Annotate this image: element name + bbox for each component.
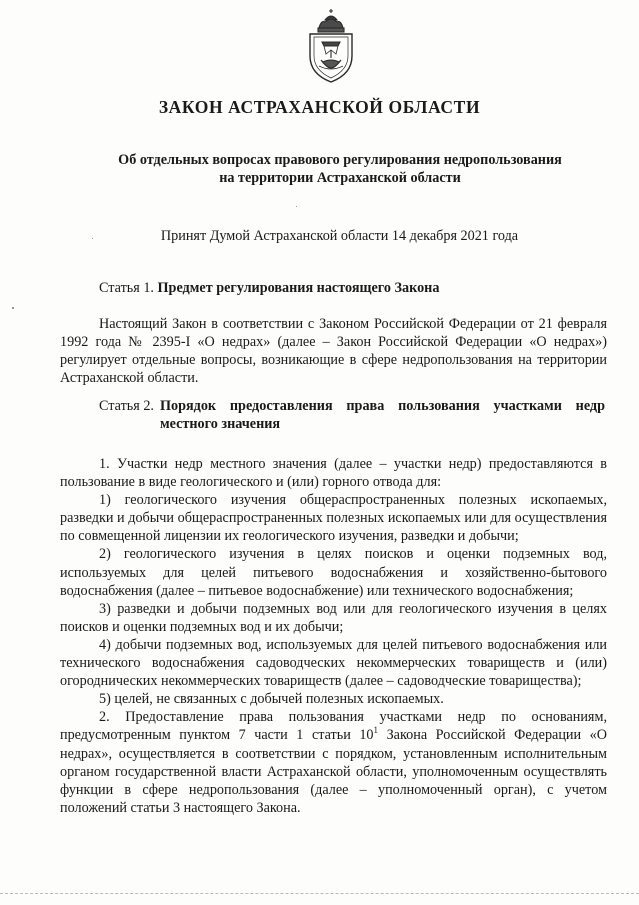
article-2-heading [99, 397, 605, 433]
article-2-number: Статья 2. [99, 398, 154, 414]
law-subtitle [60, 151, 620, 187]
article-2-item-2: 2) геологического изучения в целях поисков и оценки подземных вод, используемых для целей питьевого водоснабжения и хозяйственно-бытового водоснабжения (далее – питьевое водоснабжение) или технического водоснабжения; [60, 546, 607, 599]
article-1-number: Статья 1. [99, 280, 154, 296]
law-title: ЗАКОН АСТРАХАНСКОЙ ОБЛАСТИ [158, 97, 481, 117]
adoption-note: Принят Думой Астраханской области 14 декабря 2021 года [160, 228, 519, 244]
article-1-heading [99, 279, 439, 297]
subtitle-line-2: на территории Астраханской области [219, 170, 461, 186]
article-2-item-5: 5) целей, не связанных с добычей полезных ископаемых. [99, 691, 444, 708]
article-superscript: 1 [373, 725, 379, 736]
article-2-body [60, 455, 607, 817]
scan-edge-line [0, 893, 639, 895]
article-1-title: Предмет регулирования настоящего Закона [157, 280, 440, 296]
article-2-item-1: 1) геологического изучения общераспространенных полезных ископаемых, разведки и добычи общераспространенных полезных ископаемых или для осуществления по совмещенной лицензии их геологического изучения, разведки и добычи; [60, 492, 607, 545]
scan-speck [92, 238, 93, 239]
article-2-title: Порядок предоставления права пользования участками недр местного значения [159, 398, 605, 432]
subtitle-line-1: Об отдельных вопросах правового регулирования недропользования [118, 152, 562, 168]
article-2-item-3: 3) разведки и добычи подземных вод или для геологического изучения в целях поисков и оценки подземных вод и их добычи; [60, 600, 607, 635]
paragraph-2-text-end: Закона Российской Федерации «О недрах», осуществляется в соответствии с порядком, установленным исполнительным органом государственной власти Астраханской области, уполномоченным осуществлять функции в сфере недропользования (далее – уполномоченный орган), с учетом положений статьи 3 настоящего Закона. [60, 727, 607, 816]
article-2-paragraph-2 [60, 708, 607, 817]
article-2-paragraph-1: 1. Участки недр местного значения (далее – участки недр) предоставляются в пользование в виде геологического и (или) горного отвода для: [60, 456, 607, 491]
astrakhan-coat-of-arms-icon [305, 8, 357, 84]
paragraph-2-text-start: 2. Предоставление права пользования участками недр по основаниям, предусмотренным пунктом 7 части 1 статьи 10 [60, 709, 607, 744]
article-1-paragraph: Настоящий Закон в соответствии с Законом Российской Федерации от 21 февраля 1992 года № 2395-I «О недрах» (далее – Закон Российской Федерации «О недрах») регулирует отдельные вопросы, возникающие в сфере недропользования на территории Астраханской области. [60, 316, 607, 387]
article-1-body [60, 315, 607, 387]
scan-speck [296, 206, 297, 207]
scan-speck [12, 307, 14, 309]
article-2-item-4: 4) добычи подземных вод, используемых для целей питьевого водоснабжения или технического водоснабжения садоводческих некоммерческих товариществ и (или) огороднических некоммерческих товариществ (далее – садоводческие товарищества); [60, 636, 607, 690]
